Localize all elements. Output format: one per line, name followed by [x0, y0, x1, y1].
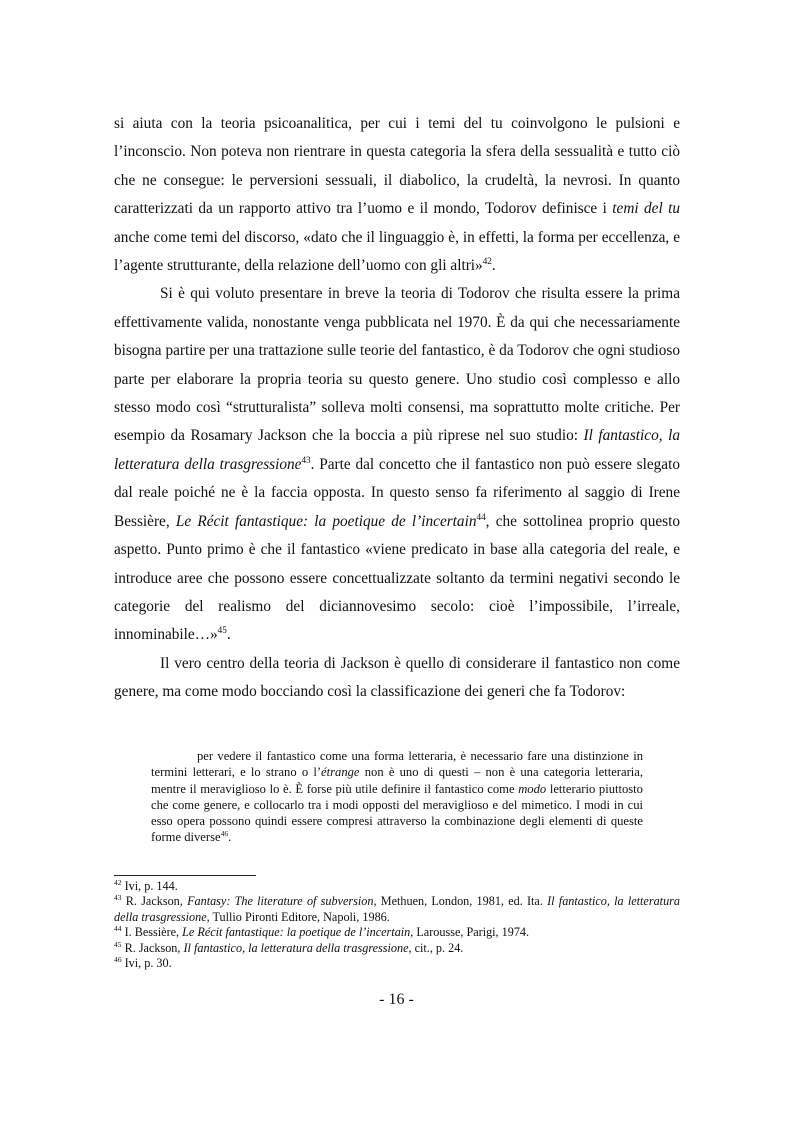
- block-quote: per vedere il fantastico come una forma letteraria, è necessario fare una distinzione in termini letterari, e lo strano o l’étrange non è uno di questi – non è una categoria letteraria, mentre il meraviglioso lo è. È forse più utile definire il fantastico come modo letterario piuttosto che come genere, e collocarlo tra i modi opposti del meraviglioso e del mimetico. I modi in cui esso opera possono quindi essere compresi attraverso la combinazione degli elementi di queste forme diverse$^{46}$.: [151, 749, 643, 845]
- footnote-ref-42: 42: [482, 255, 492, 266]
- italic-title: Le Récit fantastique: la poetique de l’incertain: [175, 512, 477, 530]
- italic-term: modo: [518, 781, 547, 796]
- paragraph-3: Il vero centro della teoria di Jackson è quello di considerare il fantastico non come genere, ma come modo bocciando così la classificazione dei generi che fa Todorov:: [114, 654, 680, 701]
- main-text: [114, 110, 680, 707]
- footnote-ref-45: 45: [217, 625, 227, 636]
- footnote-42: $^{42}$ Ivi, p. 144.: [114, 877, 178, 893]
- footnote-ref-44: 44: [476, 511, 486, 522]
- footnotes: [114, 879, 680, 971]
- italic-title: Il fantastico, la letteratura della trasgressione: [114, 427, 680, 473]
- paragraph-1: si aiuta con la teoria psicoanalitica, per cui i temi del tu coinvolgono le pulsioni e l’inconscio. Non poteva non rientrare in questa categoria la sfera della sessualità e tutto ciò che ne consegue: le perversioni sessuali, il diabolico, la crudeltà, la nevrosi. In quanto caratterizzati da un rapporto attivo tra l’uomo e il mondo, Todorov definisce i temi del tu anche come temi del discorso, «dato che il linguaggio è, in effetti, la forma per eccellenza, e l’agente strutturante, della relazione dell’uomo con gli altri»$^{42}$.: [114, 115, 681, 275]
- footnote-46: $^{46}$ Ivi, p. 30.: [114, 954, 172, 971]
- italic-term: temi del tu: [612, 200, 681, 218]
- page-number: - 16 -: [379, 991, 414, 1008]
- footnote-45: $^{45}$ R. Jackson, Il fantastico, la letteratura della trasgressione, cit., p. 24.: [114, 939, 464, 955]
- italic-term: étrange: [321, 765, 360, 780]
- footnote-ref-46: 46: [220, 829, 229, 839]
- footnote-ref-43: 43: [301, 454, 311, 465]
- footnote-43: $^{43}$ R. Jackson, Fantasy: The literature of subversion, Methuen, London, 1981, ed. Ita. Il fantastico, la letteratura della trasgressione, Tullio Pironti Editore, Napoli, 1986.: [114, 893, 680, 924]
- footnote-separator: [114, 875, 256, 876]
- paragraph-2: Si è qui voluto presentare in breve la teoria di Todorov che risulta essere la prima effettivamente valida, nonostante venga pubblicata nel 1970. È da qui che necessariamente bisogna partire per una trattazione sulle teorie del fantastico, è da Todorov che ogni studioso parte per elaborare la propria teoria su questo genere. Uno studio così complesso e allo stesso modo così “strutturalista” solleva molti consensi, ma soprattutto molte critiche. Per esempio da Rosamary Jackson che la boccia a più riprese nel suo studio: Il fantastico, la letteratura della trasgressione$^{43}$. Parte dal concetto che il fantastico non può essere slegato dal reale poiché ne è la faccia opposta. In questo senso fa riferimento al saggio di Irene Bessière, Le Récit fantastique: la poetique de l’incertain$^{44}$, che sottolinea proprio questo aspetto. Punto primo è che il fantastico «viene predicato in base alla categoria del reale, e introduce aree che possono essere concettualizzate soltanto da termini negativi secondo le categorie del realismo del diciannovesimo secolo: cioè l’impossibile, l’irreale, innominabile…»$^{45}$.: [114, 285, 680, 644]
- footnote-44: $^{44}$ I. Bessière, Le Récit fantastique: la poetique de l’incertain, Larousse, Parigi, 1974.: [114, 924, 530, 940]
